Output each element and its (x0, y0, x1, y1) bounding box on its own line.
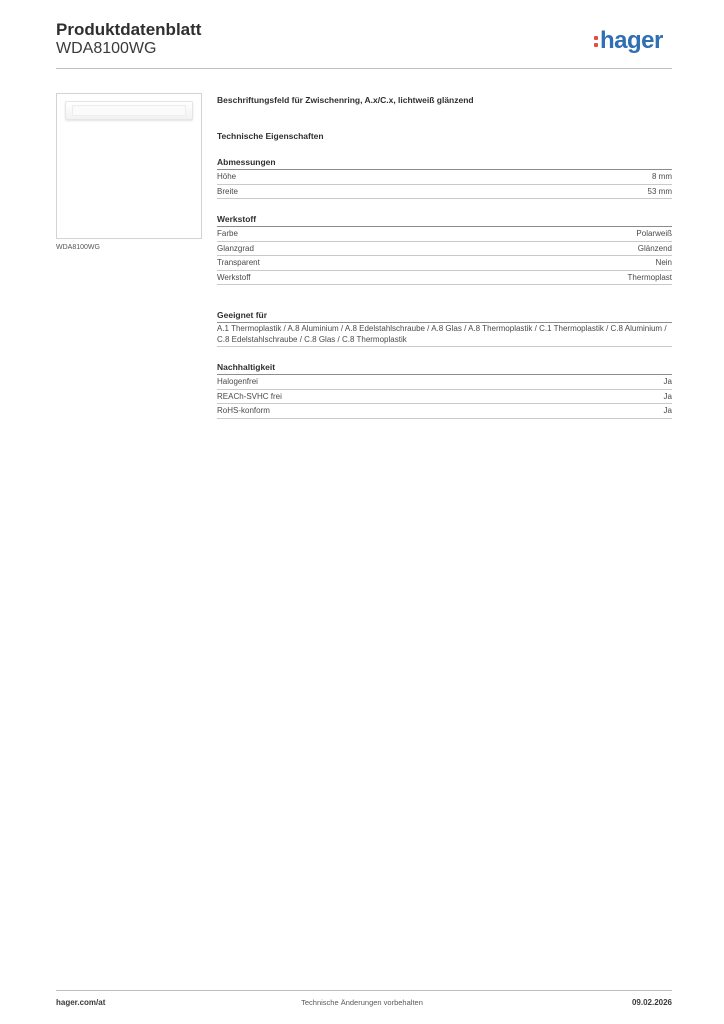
footer-date: 09.02.2026 (631, 998, 672, 1007)
table-row (217, 390, 672, 405)
section-title: Abmessungen (217, 156, 672, 170)
document-title: Produktdatenblatt (56, 20, 202, 39)
row-value: Ja (663, 406, 672, 415)
row-label: Halogenfrei (217, 377, 258, 386)
logo-text: hager (600, 27, 663, 54)
label-field-illustration (65, 101, 193, 120)
image-caption: WDA8100WG (56, 244, 100, 251)
row-label: RoHS-konform (217, 406, 270, 415)
table-row (217, 404, 672, 419)
section-sustainability (217, 361, 672, 419)
article-number: WDA8100WG (56, 40, 157, 57)
row-value: Glänzend (637, 243, 672, 253)
logo-dots-icon (594, 36, 598, 50)
product-details (217, 94, 672, 419)
row-value: 8 mm (652, 172, 672, 181)
section-title: Geeignet für (217, 309, 672, 323)
section-material (217, 213, 672, 285)
table-row (217, 375, 672, 390)
section-title: Nachhaltigkeit (217, 361, 672, 375)
section-title: Werkstoff (217, 213, 672, 227)
row-label: REACh-SVHC frei (217, 391, 282, 401)
row-label: Farbe (217, 229, 238, 238)
section-dimensions (217, 156, 672, 199)
product-image (56, 93, 202, 239)
row-label: Höhe (217, 172, 237, 181)
row-value: Nein (655, 258, 672, 267)
section-suitable-for (217, 309, 672, 347)
table-row (217, 185, 672, 200)
header-divider (56, 68, 672, 69)
row-value: Ja (663, 377, 672, 386)
hager-logo (594, 26, 663, 58)
table-row (217, 271, 672, 286)
table-row (217, 170, 672, 185)
row-value: Ja (663, 391, 672, 401)
row-value: 53 mm (647, 186, 672, 196)
compatibility-text: A.1 Thermoplastik / A.8 Aluminium / A.8 Edelstahlschraube / A.8 Glas / A.8 Thermoplastik / C.1 Thermoplastik / C.8 Aluminium / C.8 Edelstahlschraube / C.8 Glas / C.8 Thermoplastik (217, 323, 672, 347)
table-row (217, 256, 672, 271)
row-label: Werkstoff (217, 272, 251, 282)
row-value: Polarweiß (636, 229, 672, 238)
row-label: Transparent (217, 258, 260, 267)
row-value: Thermoplast (627, 272, 672, 282)
table-row (217, 242, 672, 257)
footer-divider (56, 990, 672, 991)
row-label: Breite (217, 186, 238, 196)
footer-note: Technische Änderungen vorbehalten (301, 998, 423, 1007)
product-description: Beschriftungsfeld für Zwischenring, A.x/C.x, lichtweiß glänzend (217, 95, 474, 105)
tech-properties-heading: Technische Eigenschaften (217, 131, 324, 141)
row-label: Glanzgrad (217, 243, 254, 253)
footer-website-link[interactable]: hager.com/at (56, 998, 106, 1007)
table-row (217, 227, 672, 242)
